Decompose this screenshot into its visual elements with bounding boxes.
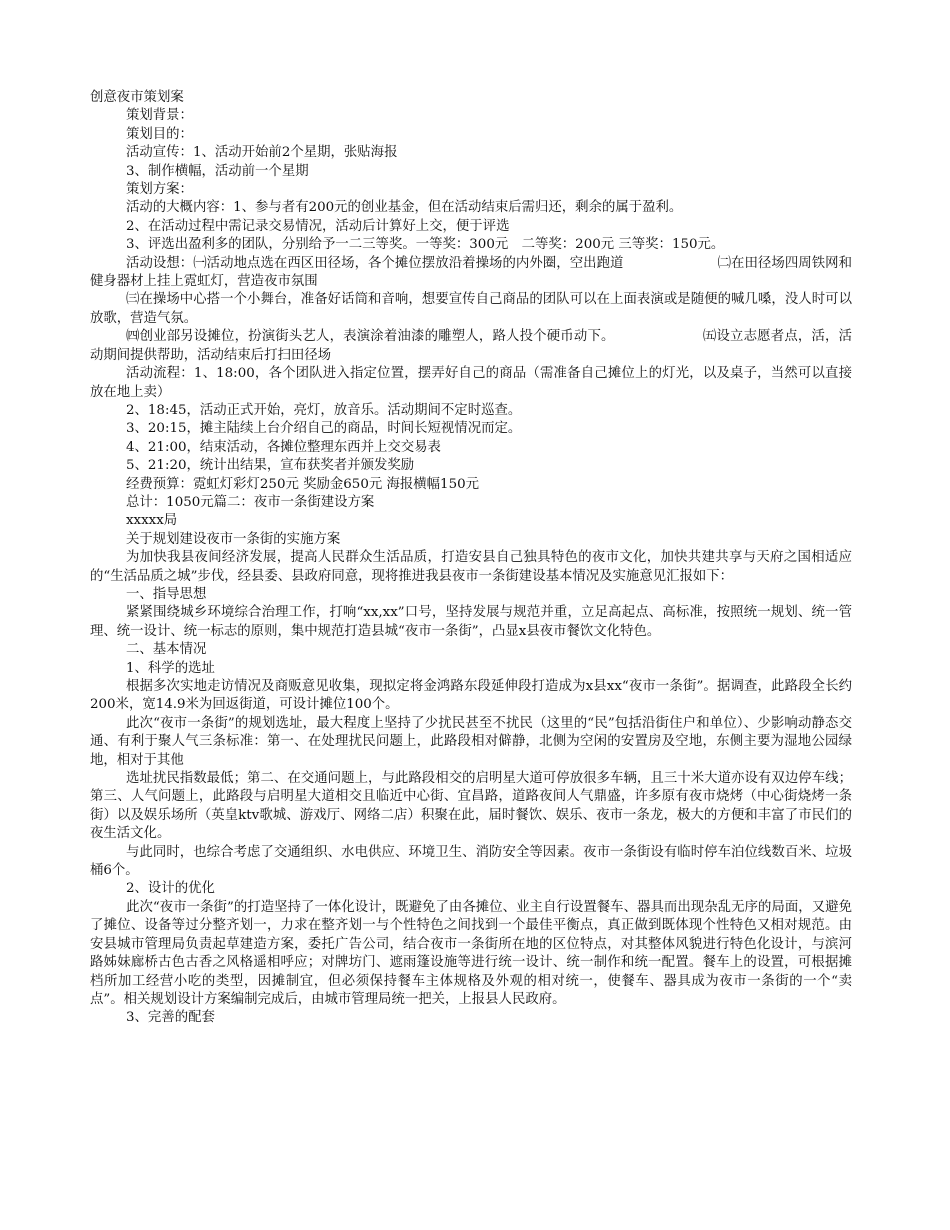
paragraph: 2、18:45，活动正式开始，亮灯，放音乐。活动期间不定时巡查。 xyxy=(126,402,522,418)
subsection-heading: 2、设计的优化 xyxy=(126,881,215,897)
paragraph: 2、在活动过程中需记录交易情况，活动后计算好上交，便于评选 xyxy=(126,218,510,234)
paragraph: 此次“夜市一条街”的打造坚持了一体化设计，既避免了由各摊位、业主自行设置餐车、器具而出现杂乱无序的局面，又避免了摊位、设备等过分整齐划一，力求在整齐划一与个性特色之间找到一个最佳平衡点，真正做到既体现个性特色又相对规范。由安县城市管理局负责起草建造方案，委托广告公司，结合夜市一条街所在地的区位特点，对其整体风貌进行特色化设计，与滨河路姊妹廊桥古色古香之风格遥相呼应；对牌坊门、遮雨篷设施等进行统一设计、统一制作和统一配置。餐车上的设置，可根据摊档所加工经营小吃的类型，因摊制宜，但必须保持餐车主体规格及外观的相对统一，使餐车、器具成为夜市一条街的一个“卖点”。相关规划设计方案编制完成后，由城市管理局统一把关，上报县人民政府。 xyxy=(90,899,852,1007)
document-title: 创意夜市策划案 xyxy=(90,90,184,105)
paragraph: 策划背景： xyxy=(126,108,193,124)
paragraph: 与此同时，也综合考虑了交通组织、水电供应、环境卫生、消防安全等因素。夜市一条街设有临时停车泊位线数百米、垃圾桶6个。 xyxy=(90,844,852,879)
paragraph: 活动的大概内容：1、参与者有200元的创业基金，但在活动结束后需归还，剩余的属于盈利。 xyxy=(126,200,683,216)
paragraph: 经费预算：霓虹灯彩灯250元 奖励金650元 海报横幅150元 xyxy=(126,476,479,492)
paragraph: 3、评选出盈利多的团队，分别给予一二三等奖。一等奖：300元 二等奖：200元 三等奖：150元。 xyxy=(126,237,725,253)
subsection-heading: 3、完善的配套 xyxy=(126,1010,215,1026)
paragraph: 紧紧围绕城乡环境综合治理工作，打响“xx,xx”口号，坚持发展与规范并重，立足高起点、高标准，按照统一规划、统一管理、统一设计、统一标志的原则，集中规范打造县城“夜市一条街”，凸显x县夜市餐饮文化特色。 xyxy=(90,605,852,639)
paragraph: 3、20:15，摊主陆续上台介绍自己的商品，时间长短视情况而定。 xyxy=(126,421,522,437)
paragraph: 活动设想：㈠活动地点选在西区田径场，各个摊位摆放沿着操场的内外圈，空出跑道 ㈡在田径场四周铁网和健身器材上挂上霓虹灯，营造夜市氛围 xyxy=(90,255,852,290)
paragraph: 3、制作横幅，活动前一个星期 xyxy=(126,163,309,179)
paragraph: 活动宣传：1、活动开始前2个星期，张贴海报 xyxy=(126,145,398,161)
paragraph: 根据多次实地走访情况及商贩意见收集，现拟定将金鸿路东段延伸段打造成为x县xx“夜市一条街”。据调查，此路段全长约200米，宽14.9米为回返街道，可设计摊位100个。 xyxy=(90,679,852,713)
paragraph: 策划方案： xyxy=(126,182,193,198)
paragraph: 总计：1050元篇二：夜市一条街建设方案 xyxy=(126,494,375,510)
paragraph: 选址扰民指数最低；第二、在交通问题上，与此路段相交的启明星大道可停放很多车辆，且三十米大道亦设有双边停车线；第三、人气问题上，此路段与启明星大道相交且临近中心街、宜昌路，道路夜间人气鼎盛，许多原有夜市烧烤（中心街烧烤一条街）以及娱乐场所（英皇ktv歌城、游戏厅、网络二店）积聚在此，届时餐饮、娱乐、夜市一条龙，极大的方便和丰富了市民们的夜生活文化。 xyxy=(90,771,852,842)
paragraph: xxxxx局 xyxy=(126,513,178,529)
paragraph: 5、21:20，统计出结果，宣布获奖者并颁发奖励 xyxy=(126,458,415,474)
paragraph: 活动流程：1、18:00，各个团队进入指定位置，摆弄好自己的商品（需准备自己摊位上的灯光，以及桌子，当然可以直接放在地上卖） xyxy=(90,366,852,400)
paragraph: 4、21:00，结束活动，各摊位整理东西并上交交易表 xyxy=(126,439,441,455)
paragraph: ㈢在操场中心搭一个小舞台，准备好话筒和音响，想要宣传自己商品的团队可以在上面表演或是随便的喊几嗓，没人时可以放歌，营造气氛。 xyxy=(90,292,852,326)
paragraph: 为加快我县夜间经济发展，提高人民群众生活品质，打造安县自己独具特色的夜市文化，加快共建共享与天府之国相适应的“生活品质之城”步伐，经县委、县政府同意，现将推进我县夜市一条街建设基本情况及实施意见汇报如下： xyxy=(90,550,852,584)
paragraph: 策划目的： xyxy=(126,126,193,142)
section-heading: 一、指导思想 xyxy=(126,586,207,602)
section-heading: 二、基本情况 xyxy=(126,642,207,658)
section-title: 关于规划建设夜市一条街的实施方案 xyxy=(126,531,341,547)
paragraph: 此次“夜市一条街”的规划选址，最大程度上坚持了少扰民甚至不扰民（这里的“民”包括沿街住户和单位）、少影响动静态交通、有利于聚人气三条标准：第一、在处理扰民问题上，此路段相对僻静，北侧为空闲的安置房及空地，东侧主要为湿地公园绿地，相对于其他 xyxy=(90,715,852,768)
paragraph: ㈣创业部另设摊位，扮演街头艺人，表演涂着油漆的雕塑人，路人投个硬币动下。 ㈤设立志愿者点，活，活动期间提供帮助，活动结束后打扫田径场 xyxy=(90,329,852,363)
document-page xyxy=(90,89,852,1028)
subsection-heading: 1、科学的选址 xyxy=(126,660,215,676)
